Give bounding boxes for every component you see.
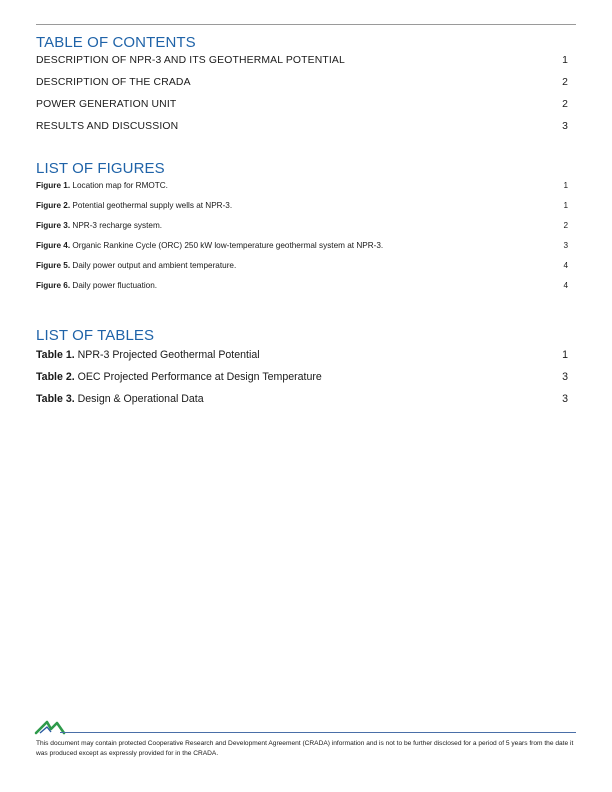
table-entry-page: 3 <box>562 393 568 405</box>
crada-disclaimer: This document may contain protected Cooperative Research and Development Agreement (CRADA) information and is not to be further disclosed for a period of 5 years from the date it was produced except as expressly provided for in the CRADA. <box>36 740 574 757</box>
toc-entry[interactable] <box>36 99 568 110</box>
toc-entry-page: 3 <box>562 121 568 132</box>
figures-heading: LIST OF FIGURES <box>36 160 165 177</box>
toc-entry-text: RESULTS AND DISCUSSION <box>36 121 179 132</box>
toc-entry-text: DESCRIPTION OF THE CRADA <box>36 77 191 88</box>
toc-entry-text: DESCRIPTION OF NPR-3 AND ITS GEOTHERMAL POTENTIAL <box>36 55 345 66</box>
figure-entry[interactable] <box>36 281 568 290</box>
figure-entry-page: 2 <box>563 221 568 230</box>
toc-entry[interactable] <box>36 55 568 66</box>
figure-label: Figure 6. <box>36 281 71 290</box>
figure-caption: Location map for RMOTC. <box>72 181 168 190</box>
table-label: Table 3. <box>36 393 75 405</box>
table-caption: Design & Operational Data <box>77 393 204 405</box>
figure-caption: NPR-3 recharge system. <box>72 221 163 230</box>
tables-heading: LIST OF TABLES <box>36 327 155 344</box>
figure-entry-text <box>36 181 168 190</box>
footer-rule <box>60 732 576 733</box>
figure-entry-text <box>36 241 383 250</box>
figure-label: Figure 4. <box>36 241 71 250</box>
toc-entry[interactable] <box>36 121 568 132</box>
table-label: Table 1. <box>36 349 75 361</box>
figure-entry[interactable] <box>36 261 568 270</box>
figure-entry-text <box>36 281 157 290</box>
header-rule <box>36 24 576 25</box>
table-entry-page: 1 <box>562 349 568 361</box>
toc-entry-text: POWER GENERATION UNIT <box>36 99 177 110</box>
toc-entry[interactable] <box>36 77 568 88</box>
figure-entry-page: 1 <box>563 181 568 190</box>
table-entry-text <box>36 349 260 361</box>
figure-entry[interactable] <box>36 181 568 190</box>
figure-label: Figure 3. <box>36 221 71 230</box>
figure-caption: Potential geothermal supply wells at NPR-3. <box>72 201 233 210</box>
figure-entry-text <box>36 221 162 230</box>
toc-entry-page: 2 <box>562 77 568 88</box>
figure-entry-page: 1 <box>563 201 568 210</box>
figure-label: Figure 2. <box>36 201 71 210</box>
table-entry[interactable] <box>36 393 568 405</box>
table-label: Table 2. <box>36 371 75 383</box>
figure-entry-text <box>36 261 236 270</box>
figure-label: Figure 1. <box>36 181 71 190</box>
toc-heading: TABLE OF CONTENTS <box>36 34 196 51</box>
mountain-logo-icon <box>34 716 76 736</box>
table-entry-page: 3 <box>562 371 568 383</box>
figure-entry[interactable] <box>36 201 568 210</box>
table-caption: NPR-3 Projected Geothermal Potential <box>77 349 260 361</box>
figure-entry-page: 4 <box>563 261 568 270</box>
figure-entry-text <box>36 201 232 210</box>
figure-caption: Daily power fluctuation. <box>72 281 158 290</box>
table-entry-text <box>36 371 322 383</box>
table-entry[interactable] <box>36 349 568 361</box>
table-entry-text <box>36 393 204 405</box>
figure-caption: Organic Rankine Cycle (ORC) 250 kW low-temperature geothermal system at NPR-3. <box>72 241 384 250</box>
figure-label: Figure 5. <box>36 261 71 270</box>
toc-entry-page: 2 <box>562 99 568 110</box>
figure-caption: Daily power output and ambient temperature. <box>72 261 237 270</box>
figure-entry[interactable] <box>36 221 568 230</box>
toc-entry-page: 1 <box>562 55 568 66</box>
table-entry[interactable] <box>36 371 568 383</box>
figure-entry-page: 3 <box>563 241 568 250</box>
figure-entry-page: 4 <box>563 281 568 290</box>
figure-entry[interactable] <box>36 241 568 250</box>
table-caption: OEC Projected Performance at Design Temperature <box>77 371 322 383</box>
